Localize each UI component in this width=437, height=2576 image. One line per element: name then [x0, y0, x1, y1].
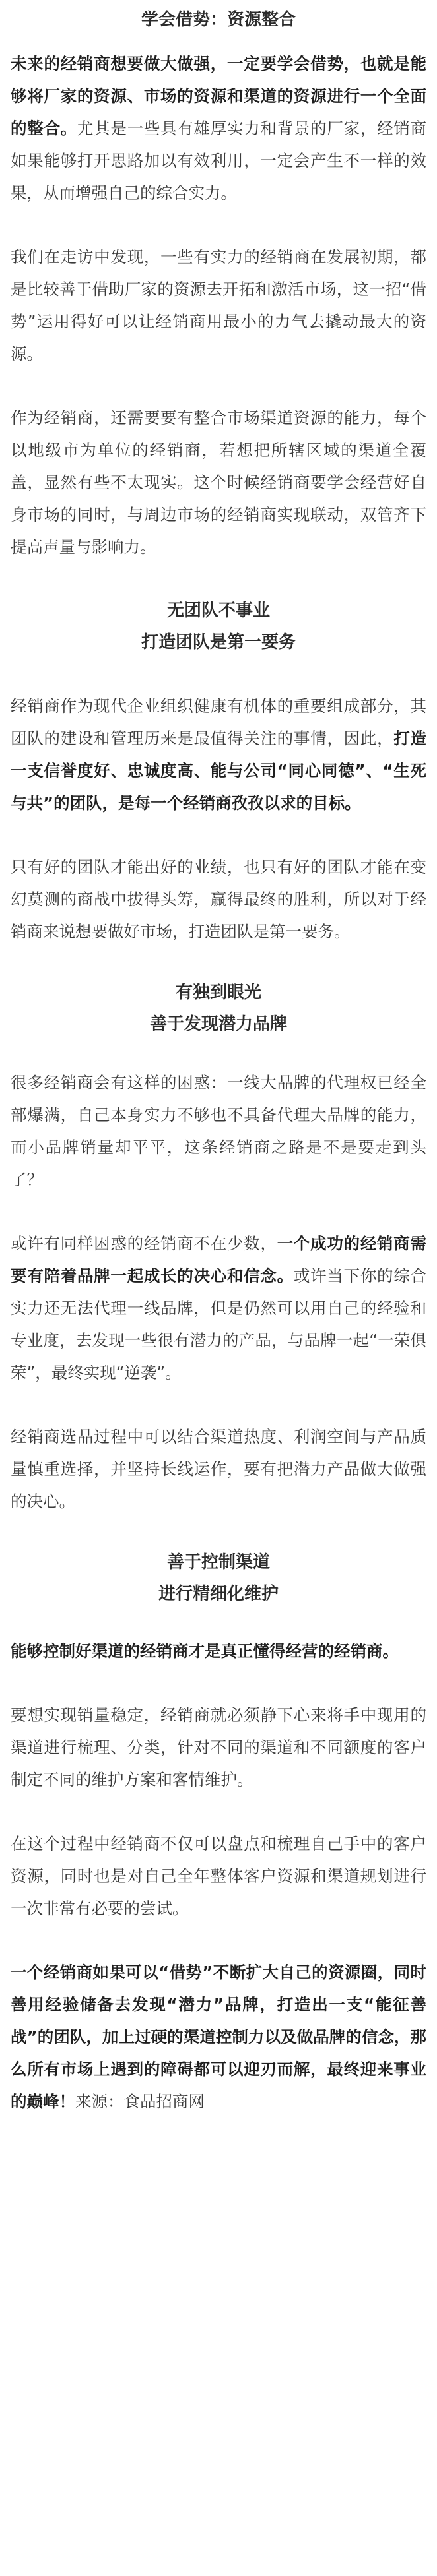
- section-heading-line: 善于控制渠道: [166, 1552, 270, 1572]
- paragraph: [11, 47, 426, 209]
- source-credit: 来源：食品招商网: [75, 2092, 205, 2111]
- paragraph-text: 或许有同样困惑的经销商不在少数，: [11, 1234, 277, 1253]
- paragraph-text: 或许当下你的综合实力还无法代理一线品牌，但是仍然可以用自己的经验和专业度，去发现一些很有潜力的产品，与品牌一起“一荣俱荣”，最终实现“逆袭”。: [11, 1266, 427, 1382]
- paragraph: 作为经销商，还需要要有整合市场渠道资源的能力，每个以地级市为单位的经销商，若想把所辖区域的渠道全覆盖，显然有些不太现实。这个时候经销商要学会经营好自身市场的同时，与周边市场的经销商实现联动，双管齐下提高声量与影响力。: [11, 408, 426, 557]
- paragraph: 经销商选品过程中可以结合渠道热度、利润空间与产品质量慎重选择，并坚持长线运作，要有把潜力产品做大做强的决心。: [11, 1427, 426, 1511]
- article: [0, 4, 437, 2118]
- paragraph: 在这个过程中经销商不仅可以盘点和梳理自己手中的客户资源，同时也是对自己全年整体客户资源和渠道规划进行一次非常有必要的尝试。: [11, 1834, 426, 1918]
- section-heading-leverage: 学会借势：资源整合: [141, 10, 296, 30]
- section-heading-line: 善于发现潜力品牌: [149, 1014, 287, 1034]
- section-heading-vision: [11, 977, 426, 1040]
- paragraph-text: 尤其是一些具有雄厚实力和背景的厂家，经销商如果能够打开思路加以有效利用，一定会产生不一样的效果，从而增强自己的综合实力。: [11, 119, 427, 202]
- paragraph: [11, 1635, 426, 1667]
- paragraph-text: 经销商作为现代企业组织健康有机体的重要组成部分，其团队的建设和管理历来是最值得关注的事情，因此，: [11, 696, 426, 748]
- paragraph: 很多经销商会有这样的困惑：一线大品牌的代理权已经全部爆满，自己本身实力不够也不具备代理大品牌的能力，而小品牌销量却平平，这条经销商之路是不是要走到头了？: [11, 1073, 426, 1189]
- bold-text: 打造一支信誉度好、忠诚度高、能与公司“同心同德”、“生死与共”的团队，是每一个经销商孜孜以求的目标。: [11, 729, 427, 813]
- bold-text: 一个经销商如果可以“借势”不断扩大自己的资源圈，同时善用经验储备去发现“潜力”品牌，打造出一支“能征善战”的团队，加上过硬的渠道控制力以及做品牌的信念，那么所有市场上遇到的障碍都可以迎刃而解，最终迎来事业的巅峰！: [11, 1963, 426, 2111]
- paragraph: [11, 1227, 426, 1389]
- paragraph: 要想实现销量稳定，经销商就必须静下心来将手中现用的渠道进行梳理、分类，针对不同的渠道和不同额度的客户制定不同的维护方案和客情维护。: [11, 1705, 426, 1789]
- paragraph: 只有好的团队才能出好的业绩，也只有好的团队才能在变幻莫测的商战中拔得头筹，赢得最终的胜利，所以对于经销商来说想要做好市场，打造团队是第一要务。: [11, 857, 426, 941]
- paragraph: [11, 1956, 426, 2118]
- bold-text: 能够控制好渠道的经销商才是真正懂得经营的经销商。: [11, 1641, 399, 1661]
- section-heading-line: 无团队不事业: [166, 601, 270, 621]
- bold-text: 未来的经销商想要做大做强，一定要学会借势，也就是能够将厂家的资源、市场的资源和渠道的资源进行一个全面的整合。: [11, 54, 426, 138]
- bold-text: 一个成功的经销商需要有陪着品牌一起成长的决心和信念。: [11, 1234, 427, 1285]
- section-heading-line: 打造团队是第一要务: [141, 632, 296, 652]
- paragraph: 我们在走访中发现，一些有实力的经销商在发展初期，都是比较善于借助厂家的资源去开拓和激活市场，这一招“借势”运用得好可以让经销商用最小的力气去撬动最大的资源。: [11, 247, 426, 363]
- section-heading-line: 有独到眼光: [175, 983, 261, 1002]
- section-heading-line: 进行精细化维护: [158, 1584, 279, 1604]
- section-heading-team: [11, 595, 426, 658]
- paragraph: [11, 690, 426, 819]
- section-heading-channel: [11, 1547, 426, 1610]
